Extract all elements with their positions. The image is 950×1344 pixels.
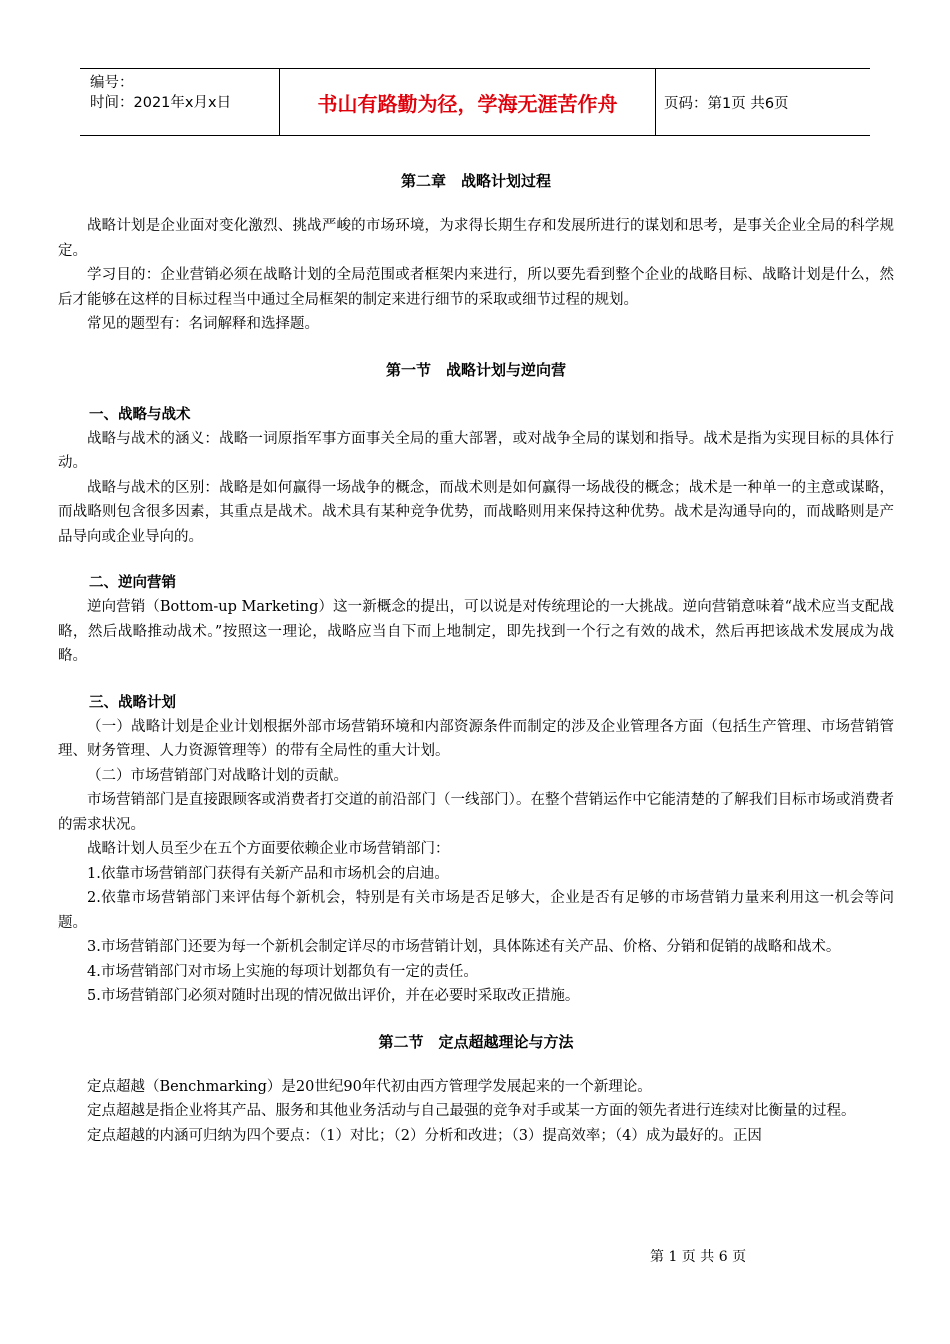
serial-label: 编号： (90, 75, 134, 91)
body-paragraph: 战略与战术的涵义：战略一词原指军事方面事关全局的重大部署，或对战争全局的谋划和指导。战术是指为实现目标的具体行动。 (58, 430, 894, 471)
header-table (80, 68, 870, 136)
section-title: 第一节 战略计划与逆向营 (385, 360, 566, 379)
body-paragraph: 定点超越的内涵可归纳为四个要点：（1）对比；（2）分析和改进；（3）提高效率；（4）成为最好的。正因 (87, 1127, 762, 1144)
list-item: 4.市场营销部门对市场上实施的每项计划都负有一定的责任。 (87, 963, 478, 980)
header-page-info: 页码：第1页 共6页 (664, 95, 789, 112)
list-item: 2.依靠市场营销部门来评估每个新机会，特别是有关市场是否足够大，企业是否有足够的市场营销力量来利用这一机会等问题。 (58, 890, 894, 931)
body-paragraph: 市场营销部门是直接跟顾客或消费者打交道的前沿部门（一线部门）。在整个营销运作中它能清楚的了解我们目标市场或消费者的需求状况。 (58, 792, 894, 833)
body-paragraph: 战略与战术的区别：战略是如何赢得一场战争的概念，而战术则是如何赢得一场战役的概念；战术是一种单一的主意或谋略，而战略则包含很多因素，其重点是战术。战术具有某种竞争优势，而战略则用来保持这种优势。战术是沟通导向的，而战略则是产品导向或企业导向的。 (58, 479, 894, 545)
section-heading: 三、战略计划 (89, 694, 176, 711)
body-paragraph: 战略计划人员至少在五个方面要依赖企业市场营销部门： (87, 841, 450, 857)
list-item: 5.市场营销部门必须对随时出现的情况做出评价，并在必要时采取改正措施。 (87, 988, 580, 1004)
intro-paragraph: 学习目的：企业营销必须在战略计划的全局范围或者框架内来进行，所以要先看到整个企业的战略目标、战略计划是什么，然后才能够在这样的目标过程当中通过全局框架的制定来进行细节的采取或细节过程的规划。 (58, 267, 894, 308)
body-paragraph: 逆向营销（Bottom-up Marketing）这一新概念的提出，可以说是对传统理论的一大挑战。逆向营销意味着“战术应当支配战略，然后战略推动战术。”按照这一理论，战略应当自下而上地制定，即先找到一个行之有效的战术，然后再把该战术发展成为战略。 (58, 599, 894, 664)
section-heading: 一、战略与战术 (89, 406, 191, 423)
document-body (58, 170, 894, 1148)
body-paragraph: 定点超越是指企业将其产品、服务和其他业务活动与自己最强的竞争对手或某一方面的领先者进行连续对比衡量的过程。 (87, 1103, 856, 1119)
date-label: 时间：2021年x月x日 (90, 95, 232, 111)
list-item: 3.市场营销部门还要为每一个新机会制定详尽的市场营销计划，具体陈述有关产品、价格、分销和促销的战略和战术。 (87, 939, 841, 955)
header-meta-cell (80, 69, 280, 135)
section-heading: 二、逆向营销 (89, 575, 176, 591)
intro-paragraph: 常见的题型有：名词解释和选择题。 (87, 316, 319, 332)
section-title: 第二节 定点超越理论与方法 (378, 1032, 574, 1051)
page-footer: 第 1 页 共 6 页 (650, 1249, 747, 1265)
body-paragraph: （二）市场营销部门对战略计划的贡献。 (87, 767, 348, 784)
list-item: 1.依靠市场营销部门获得有关新产品和市场机会的启迪。 (87, 865, 449, 882)
body-paragraph: （一）战略计划是企业计划根据外部市场营销环境和内部资源条件而制定的涉及企业管理各方面（包括生产管理、市场营销管理、财务管理、人力资源管理等）的带有全局性的重大计划。 (58, 718, 894, 759)
intro-paragraph: 战略计划是企业面对变化激烈、挑战严峻的市场环境，为求得长期生存和发展所进行的谋划和思考，是事关企业全局的科学规定。 (58, 218, 894, 259)
chapter-title: 第二章 战略计划过程 (400, 172, 551, 190)
body-paragraph: 定点超越（Benchmarking）是20世纪90年代初由西方管理学发展起来的一个新理论。 (87, 1078, 652, 1095)
header-motto: 书山有路勤为径，学海无涯苦作舟 (280, 69, 656, 135)
